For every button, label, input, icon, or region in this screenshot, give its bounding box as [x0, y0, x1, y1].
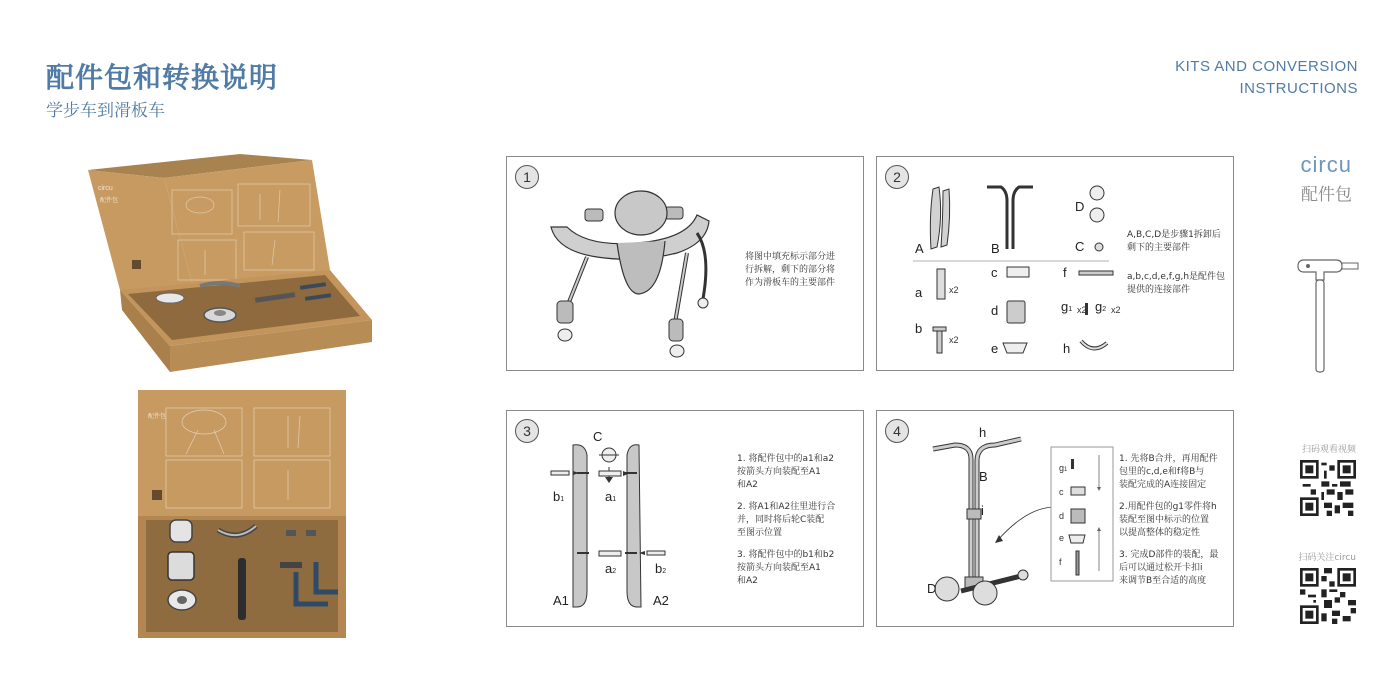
- panel-4-step-1: [1119, 453, 1218, 492]
- text-line: 并，同时将后轮C装配: [737, 515, 825, 525]
- part-label-e: e: [991, 341, 999, 356]
- text-line: 3. 完成D部件的装配，最: [1119, 550, 1219, 560]
- part-label-B: B: [991, 241, 1000, 256]
- box-kit-text: 配件包: [100, 197, 119, 204]
- step-number: 2: [885, 165, 909, 189]
- text-line: 1. 将配件包中的a1和a2: [737, 454, 834, 464]
- qr-video-label: 扫码观看视频: [1301, 445, 1356, 455]
- text-line: 来调节B至合适的高度: [1119, 576, 1207, 586]
- part-label-f: f: [1063, 265, 1067, 280]
- instruction-panel-4: [876, 410, 1234, 627]
- part-label-a: a: [915, 285, 923, 300]
- part-label-d: d: [1059, 511, 1065, 521]
- a2-letter: a: [605, 561, 613, 576]
- part-label-D: D: [1075, 199, 1085, 214]
- part-label-f: f: [1059, 557, 1062, 567]
- a1-letter: a: [605, 489, 613, 504]
- text-line: 和A2: [737, 480, 758, 490]
- g1-letter: g: [1059, 463, 1065, 473]
- text-line: 按箭头方向装配至A1: [737, 467, 821, 477]
- part-label-b: b: [915, 321, 923, 336]
- page-subtitle: 学步车到滑板车: [46, 101, 165, 121]
- qty-label: x2: [1111, 305, 1121, 315]
- qr-code-follow[interactable]: [1300, 568, 1356, 624]
- g1-letter: g: [1061, 299, 1069, 314]
- b1-letter: b: [553, 489, 561, 504]
- panel-3-step-1: [737, 453, 834, 492]
- panel-3-step-2: [737, 501, 835, 540]
- text-line: 2.用配件包的g1零件将h: [1119, 502, 1217, 512]
- a1-sub: 1: [612, 496, 617, 503]
- brand-logo: circu: [1300, 152, 1352, 177]
- page-title: 配件包和转换说明: [46, 61, 279, 94]
- instruction-panel-3: [506, 410, 864, 627]
- qr-follow-label: 扫码关注circu: [1298, 553, 1356, 563]
- text-line: 后可以通过松开卡扣i: [1119, 563, 1203, 573]
- b2-sub: 2: [662, 568, 667, 575]
- text-line: 和A2: [737, 576, 758, 586]
- step-number: 4: [885, 419, 909, 443]
- g1-sub: 1: [1064, 467, 1068, 473]
- g2-sub: 2: [1102, 306, 1107, 313]
- page-title-en: [1175, 56, 1358, 100]
- kit-box-photo-top: [138, 390, 348, 640]
- text-line: 装配至图中标示的位置: [1119, 515, 1210, 525]
- text-line: 包里的c,d,e和f将B与: [1119, 467, 1205, 477]
- panel-2-text-1: [1127, 229, 1221, 255]
- panel-1-text: [745, 251, 835, 290]
- b2-letter: b: [655, 561, 663, 576]
- text-line: 提供的连接部件: [1127, 285, 1191, 295]
- text-line: 按箭头方向装配至A1: [737, 563, 821, 573]
- qty-label: x2: [949, 335, 959, 345]
- part-label-g2: [1095, 299, 1106, 314]
- box-kit-text-2: 配件包: [148, 413, 167, 420]
- g1-sub: 1: [1068, 306, 1073, 313]
- part-label-c: c: [991, 265, 998, 280]
- panel-2-text-2: [1127, 271, 1225, 297]
- part-label-h: h: [979, 425, 987, 440]
- text-line: 将图中填充标示部分进: [745, 252, 836, 262]
- g2-letter: g: [1095, 299, 1103, 314]
- part-label-h: h: [1063, 341, 1071, 356]
- part-label-A: A: [915, 241, 924, 256]
- qr-code-video[interactable]: [1300, 460, 1356, 516]
- qty-label: x2: [949, 285, 959, 295]
- text-line: A,B,C,D是步骤1拆卸后: [1127, 230, 1221, 240]
- b1-sub: 1: [560, 496, 565, 503]
- part-label-b2: [655, 561, 666, 576]
- instruction-panel-2: [876, 156, 1234, 371]
- parts-illustration: [877, 157, 1117, 369]
- part-label-A1: A1: [553, 593, 569, 608]
- text-line: 作为滑板车的主要部件: [745, 278, 836, 288]
- scooter-illustration: [877, 411, 1117, 626]
- assembly-illustration-a: [507, 411, 707, 626]
- part-label-c: c: [1059, 487, 1064, 497]
- text-line: 1. 先将B合并，再用配件: [1119, 454, 1218, 464]
- a2-sub: 2: [612, 568, 617, 575]
- hex-key-tool-icon: [1294, 256, 1364, 376]
- text-line: 以提高整体的稳定性: [1119, 528, 1201, 538]
- part-label-d: d: [991, 303, 999, 318]
- panel-4-step-3: [1119, 549, 1218, 588]
- title-en-line2: INSTRUCTIONS: [1239, 80, 1358, 97]
- part-label-a1: [605, 489, 616, 504]
- part-label-C: C: [593, 429, 603, 444]
- title-en-line1: KITS AND CONVERSION: [1175, 58, 1358, 75]
- box-brand-text: circu: [98, 185, 113, 192]
- part-label-a2: [605, 561, 616, 576]
- text-line: 行拆解，剩下的部分将: [745, 265, 836, 275]
- text-line: 3. 将配件包中的b1和b2: [737, 550, 835, 560]
- text-line: a,b,c,d,e,f,g,h是配件包: [1127, 272, 1226, 282]
- instruction-panel-1: [506, 156, 864, 371]
- text-line: 装配完成的A连接固定: [1119, 480, 1207, 490]
- part-label-e: e: [1059, 533, 1065, 543]
- part-label-g1: [1061, 299, 1072, 314]
- part-label-B: B: [979, 469, 988, 484]
- step-number: 1: [515, 165, 539, 189]
- text-line: 至图示位置: [737, 528, 783, 538]
- brand-subtitle: 配件包: [1301, 185, 1352, 205]
- part-label-i: i: [981, 503, 984, 518]
- part-label-g1: [1059, 463, 1067, 473]
- qty-label: x2: [1077, 305, 1087, 315]
- part-label-C: C: [1075, 239, 1085, 254]
- panel-3-step-3: [737, 549, 834, 588]
- part-label-A2: A2: [653, 593, 669, 608]
- part-label-b1: [553, 489, 564, 504]
- walker-illustration: [537, 173, 717, 363]
- panel-4-step-2: [1119, 501, 1217, 540]
- text-line: 剩下的主要部件: [1127, 243, 1191, 253]
- kit-box-photo-angled: [60, 150, 390, 380]
- text-line: 2. 将A1和A2往里进行合: [737, 502, 836, 512]
- step-number: 3: [515, 419, 539, 443]
- part-label-D: D: [927, 581, 937, 596]
